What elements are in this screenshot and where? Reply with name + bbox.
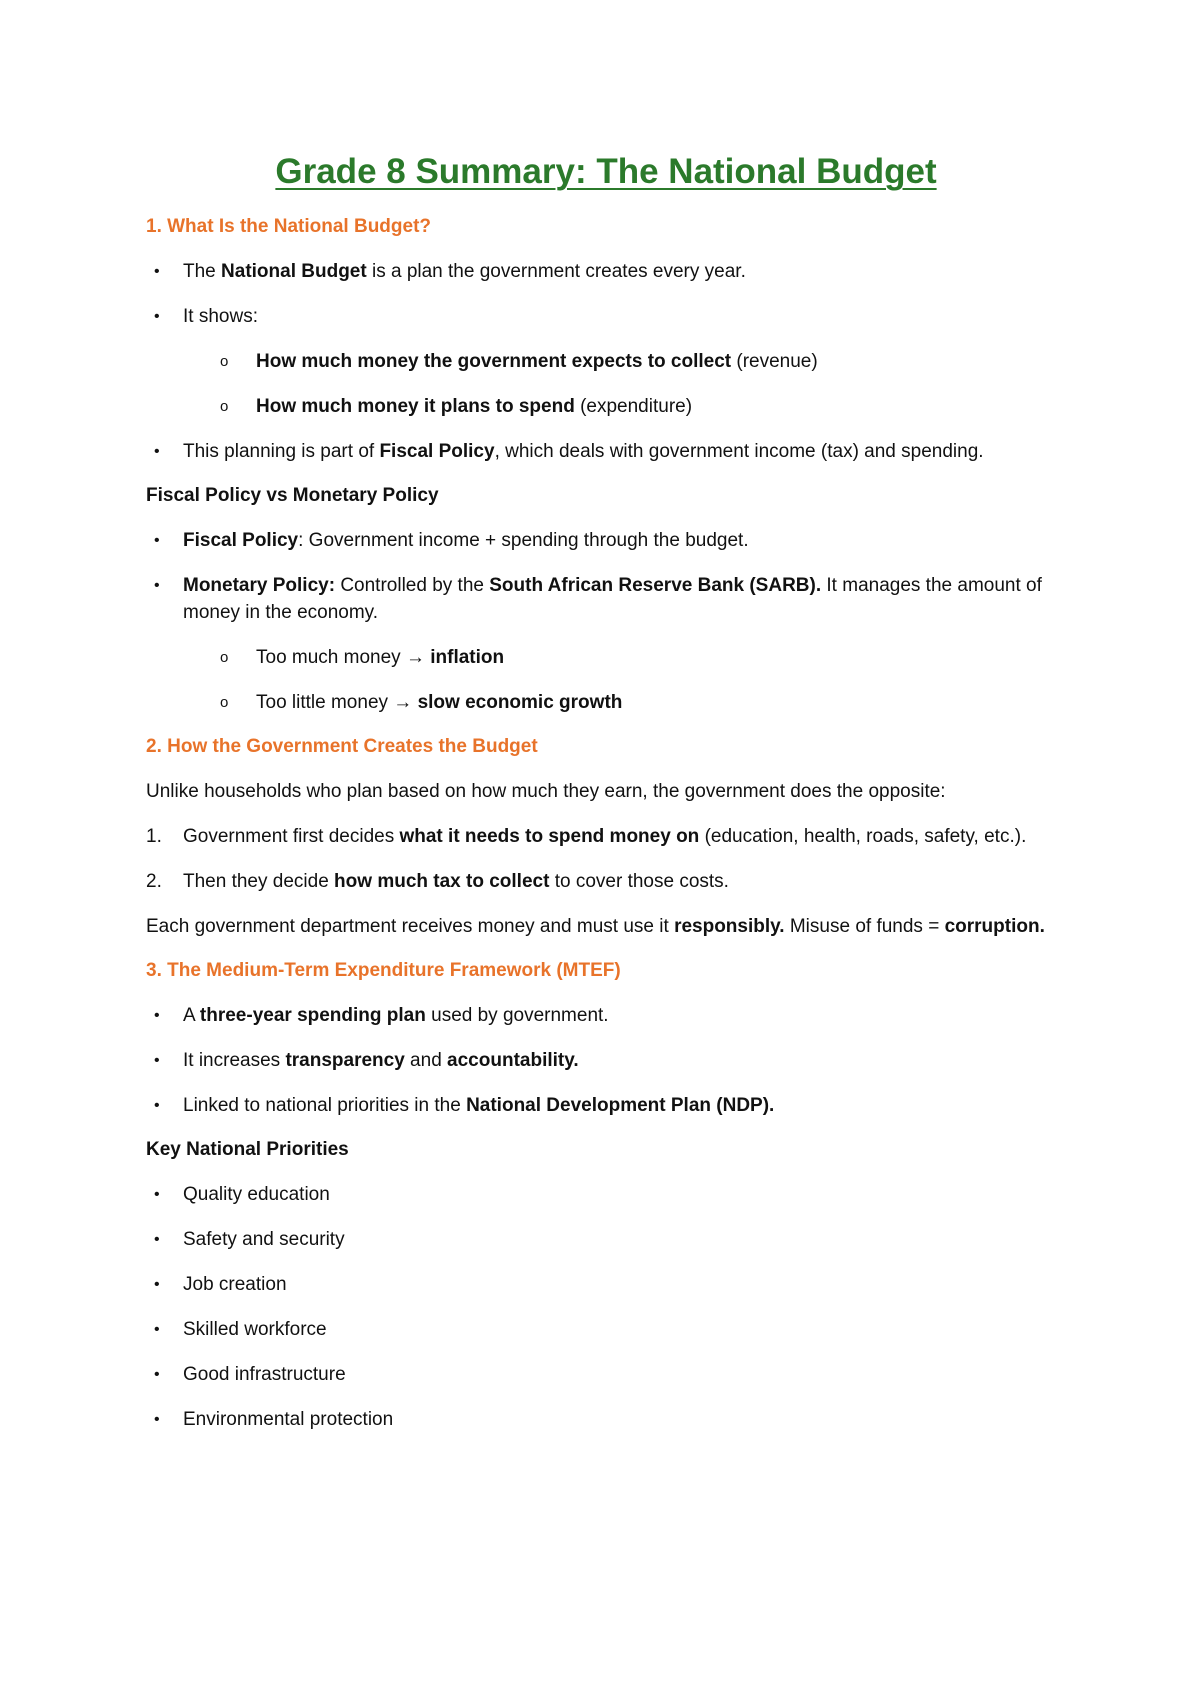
bullet-icon: • <box>154 1276 160 1293</box>
page-title: Grade 8 Summary: The National Budget <box>275 152 937 191</box>
item-number: 2. <box>146 871 162 892</box>
list-item: • Skilled workforce <box>146 1316 1066 1343</box>
section-heading-mtef: 3. The Medium-Term Expenditure Framework (MTEF) <box>146 960 621 981</box>
bullet-icon: • <box>154 1321 160 1338</box>
section-heading-creates-budget: 2. How the Government Creates the Budget <box>146 736 538 757</box>
list-item: • Quality education <box>146 1181 1066 1208</box>
bullet-icon: • <box>154 443 160 460</box>
list-item: • This planning is part of Fiscal Policy, which deals with government income (tax) and spending. <box>146 438 1066 465</box>
bullet-icon: • <box>154 532 160 549</box>
bullet-icon: • <box>154 1097 160 1114</box>
sub-list-item: o Too much money → inflation <box>146 644 1066 671</box>
circle-bullet-icon: o <box>220 694 229 711</box>
list-item: • A three-year spending plan used by government. <box>146 1002 1066 1029</box>
list-item: • It increases transparency and accountability. <box>146 1047 1066 1074</box>
numbered-item: 2. Then they decide how much tax to collect to cover those costs. <box>146 868 1066 895</box>
item-number: 1. <box>146 826 162 847</box>
list-item: • Safety and security <box>146 1226 1066 1253</box>
subheading-key-priorities: Key National Priorities <box>146 1139 349 1160</box>
list-item: • Environmental protection <box>146 1406 1066 1433</box>
sub-list-item: o How much money the government expects to collect (revenue) <box>146 348 1066 375</box>
paragraph: Each government department receives money and must use it responsibly. Misuse of funds = corruption. <box>146 916 1045 937</box>
bullet-icon: • <box>154 1231 160 1248</box>
list-item: • Good infrastructure <box>146 1361 1066 1388</box>
list-item: • It shows: <box>146 303 1066 330</box>
circle-bullet-icon: o <box>220 649 229 666</box>
bullet-icon: • <box>154 1186 160 1203</box>
bullet-icon: • <box>154 263 160 280</box>
section-heading-what-is-budget: 1. What Is the National Budget? <box>146 216 432 237</box>
subheading-fiscal-vs-monetary: Fiscal Policy vs Monetary Policy <box>146 485 439 506</box>
document-content <box>146 150 1066 1451</box>
list-item: • Fiscal Policy: Government income + spending through the budget. <box>146 527 1066 554</box>
sub-list-item: o How much money it plans to spend (expenditure) <box>146 393 1066 420</box>
numbered-item: 1. Government first decides what it needs to spend money on (education, health, roads, safety, etc.). <box>146 823 1066 850</box>
circle-bullet-icon: o <box>220 398 229 415</box>
bullet-icon: • <box>154 1052 160 1069</box>
circle-bullet-icon: o <box>220 353 229 370</box>
list-item: • Job creation <box>146 1271 1066 1298</box>
bullet-icon: • <box>154 308 160 325</box>
paragraph: Unlike households who plan based on how much they earn, the government does the opposite: <box>146 781 946 802</box>
bullet-icon: • <box>154 1411 160 1428</box>
bullet-icon: • <box>154 1366 160 1383</box>
sub-list-item: o Too little money → slow economic growth <box>146 689 1066 716</box>
list-item: • Linked to national priorities in the National Development Plan (NDP). <box>146 1092 1066 1119</box>
bullet-icon: • <box>154 1007 160 1024</box>
list-item: • The National Budget is a plan the government creates every year. <box>146 258 1066 285</box>
bullet-icon: • <box>154 577 160 594</box>
list-item: • Monetary Policy: Controlled by the South African Reserve Bank (SARB). It manages the amount of money in the economy. <box>146 572 1066 626</box>
